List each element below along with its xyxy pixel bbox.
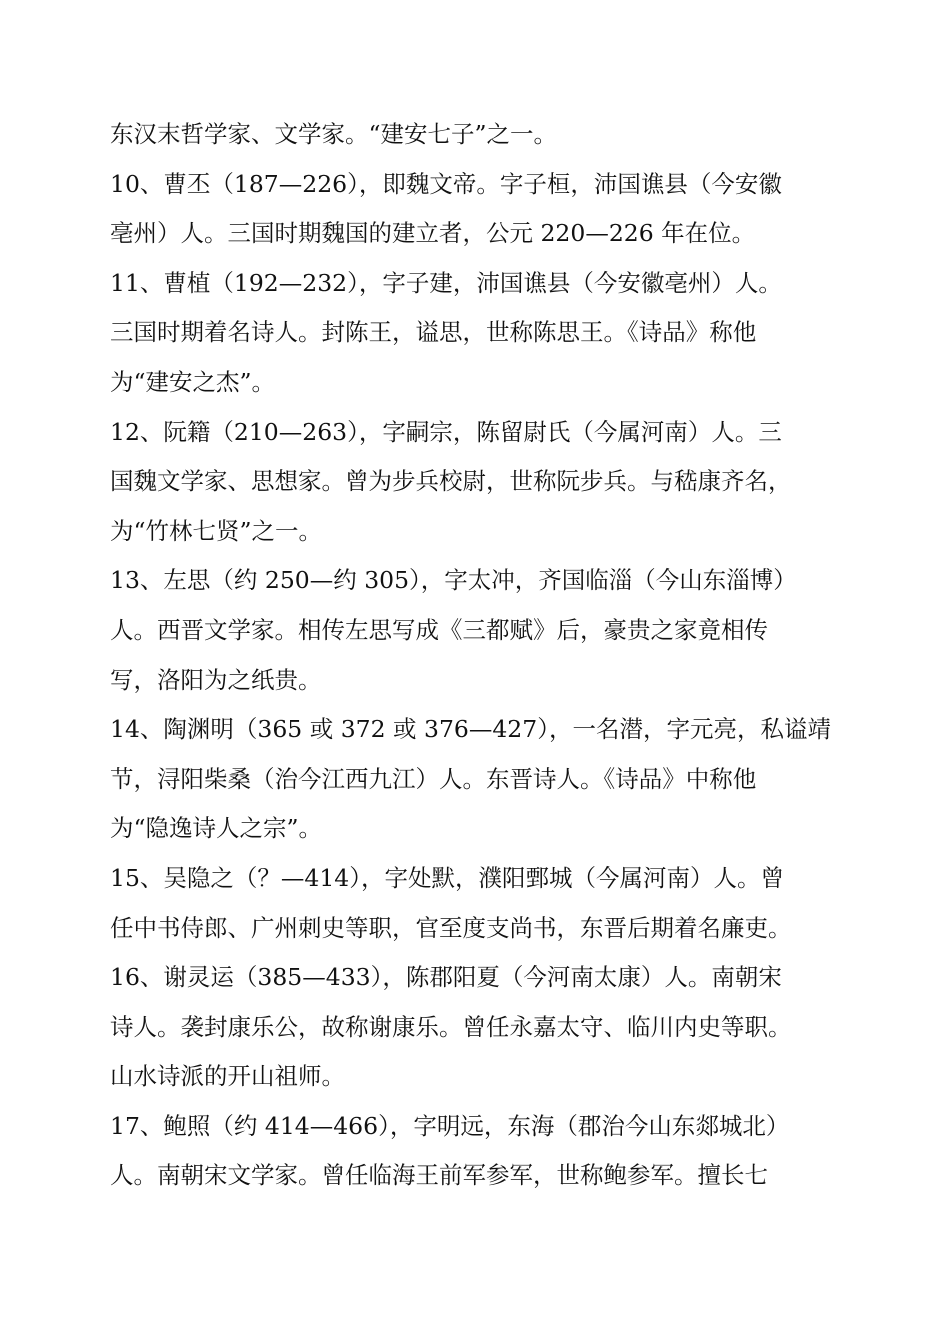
text-line: 17、鲍照（约 414—466），字明远，东海（郡治今山东郯城北）: [110, 1111, 790, 1140]
text-line: 人。西晋文学家。相传左思写成《三都赋》后，豪贵之家竟相传: [110, 615, 768, 644]
text-line: 任中书侍郎、广州刺史等职，官至度支尚书，东晋后期着名廉吏。: [110, 913, 792, 942]
text-line: 山水诗派的开山祖师。: [110, 1062, 345, 1091]
text-line: 国魏文学家、思想家。曾为步兵校尉，世称阮步兵。与嵇康齐名，: [110, 467, 792, 496]
text-line: 16、谢灵运（385—433），陈郡阳夏（今河南太康）人。南朝宋: [110, 963, 782, 992]
document-body: [110, 110, 850, 1201]
text-line: 三国时期着名诗人。封陈王，谥思，世称陈思王。《诗品》称他: [110, 318, 757, 347]
text-line: 亳州）人。三国时期魏国的建立者，公元 220—226 年在位。: [110, 219, 756, 248]
text-line: 为“隐逸诗人之宗”。: [110, 814, 323, 843]
text-line: 15、吴隐之（？—414），字处默，濮阳鄄城（今属河南）人。曾: [110, 863, 785, 892]
text-line: 为“建安之杰”。: [110, 367, 276, 396]
text-line: 14、陶渊明（365 或 372 或 376—427），一名潜，字元亮，私谥靖: [110, 715, 831, 744]
text-line: 11、曹植（192—232），字子建，沛国谯县（今安徽亳州）人。: [110, 268, 782, 297]
text-line: 诗人。袭封康乐公，故称谢康乐。曾任永嘉太守、临川内史等职。: [110, 1012, 792, 1041]
text-line: 东汉末哲学家、文学家。“建安七子”之一。: [110, 120, 558, 148]
text-line: 节，浔阳柴桑（治今江西九江）人。东晋诗人。《诗品》中称他: [110, 764, 757, 793]
text-line: 人。南朝宋文学家。曾任临海王前军参军，世称鲍参军。擅长七: [110, 1161, 768, 1190]
text-line: 写，洛阳为之纸贵。: [110, 665, 322, 694]
text-line: 13、左思（约 250—约 305），字太冲，齐国临淄（今山东淄博）: [110, 566, 797, 595]
text-line: 为“竹林七贤”之一。: [110, 516, 323, 545]
text-line: 10、曹丕（187—226），即魏文帝。字子桓，沛国谯县（今安徽: [110, 169, 782, 198]
text-line: 12、阮籍（210—263），字嗣宗，陈留尉氏（今属河南）人。三: [110, 417, 782, 446]
